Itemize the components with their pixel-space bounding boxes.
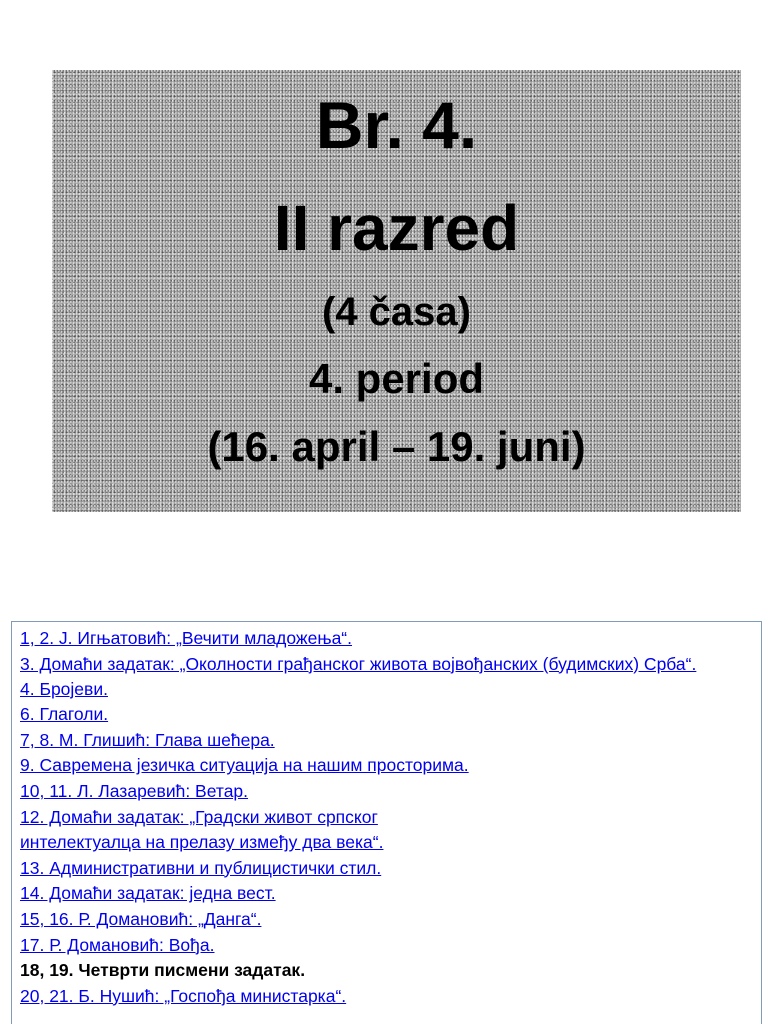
period-label: 4. period <box>308 355 485 402</box>
grade-title: II razred <box>273 192 520 264</box>
lesson-link[interactable]: 20, 21. Б. Нушић: „Госпођа министарка“. <box>20 985 347 1006</box>
title-card <box>52 70 741 512</box>
lesson-link[interactable]: 3. Домаћи задатак: „Околности грађанског живота војвођанских (будимских) Срба“. <box>20 653 697 674</box>
lesson-link[interactable]: 14. Домаћи задатак: једна вест. <box>20 883 276 904</box>
lesson-written-test: 18, 19. Четврти писмени задатак. <box>20 960 306 981</box>
hours-label: (4 časa) <box>322 290 471 334</box>
date-range: (16. april – 19. juni) <box>207 423 586 470</box>
lesson-link[interactable]: 10, 11. Л. Лазаревић: Ветар. <box>20 780 249 801</box>
lesson-link[interactable]: 6. Глаголи. <box>20 704 109 725</box>
lesson-link[interactable]: 4. Бројеви. <box>20 678 108 699</box>
lesson-list <box>11 621 762 1024</box>
lesson-link[interactable]: 9. Савремена језичка ситуација на нашим просторима. <box>20 755 469 776</box>
lesson-number: Br. 4. <box>315 88 478 162</box>
lesson-link[interactable]: 1, 2. Ј. Игњатовић: „Вечити младожења“. <box>20 628 352 648</box>
lesson-link[interactable]: 15, 16. Р. Домановић: „Данга“. <box>20 908 262 929</box>
lesson-link[interactable]: 17. Р. Домановић: Вођа. <box>20 934 215 955</box>
lesson-link[interactable]: 7, 8. М. Глишић: Глава шећера. <box>20 729 275 750</box>
lesson-link[interactable]: 12. Домаћи задатак: „Градски живот српског <box>20 806 378 827</box>
lesson-link[interactable]: 13. Административни и публицистички стил. <box>20 857 382 878</box>
lesson-link[interactable]: интелектуалца на прелазу између два века“. <box>20 832 384 853</box>
